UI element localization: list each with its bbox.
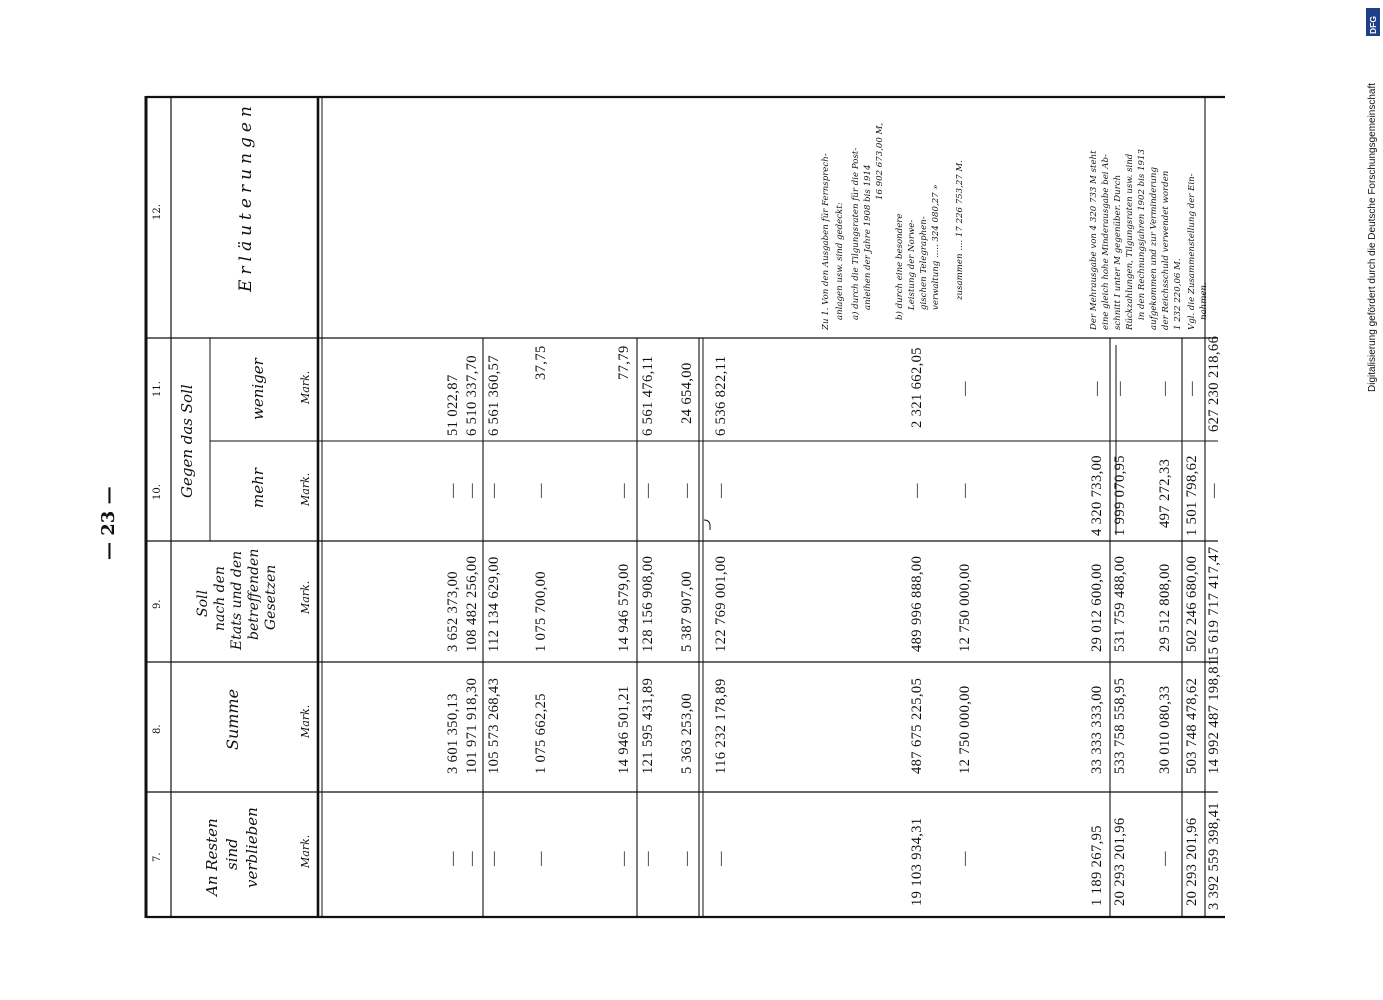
header-c10: mehr	[249, 468, 267, 508]
header-c7-line1: An Resten	[203, 818, 221, 896]
colnum-9: 9.	[152, 599, 163, 609]
c9-value: 14 946 579,00	[616, 563, 632, 652]
note1-line: anlagen usw. sind gedeckt:	[835, 202, 845, 320]
c9-value: 489 996 888,00	[909, 555, 925, 652]
c7-dash: —	[486, 851, 502, 866]
c10-dash: —	[957, 483, 973, 498]
c9-value: 502 246 680,00	[1184, 555, 1200, 652]
c7-value: 20 293 201,96	[1112, 817, 1128, 906]
note2-line: der Reichsschuld verwendet worden	[1161, 170, 1171, 330]
note2-line: eine gleich hohe Minderausgabe bei Ab-	[1101, 154, 1111, 330]
note2-line: Der Mehrausgabe von 4 320 733 M steht	[1089, 150, 1099, 330]
note1-line: verwaltung ..... 324 080,27 »	[931, 184, 941, 310]
c10-dash: —	[1206, 483, 1222, 498]
c8-value: 3 601 350,13	[445, 693, 461, 774]
c10-dash: —	[679, 483, 695, 498]
note1-line: 16 902 673,00 M,	[875, 122, 885, 200]
c11-value: 77,79	[616, 345, 632, 380]
dfg-logo: DFG	[1366, 8, 1380, 36]
c8-value: 33 333 333,00	[1089, 685, 1105, 774]
unit-c7: Mark.	[299, 834, 312, 868]
note2-line: nahmen.	[1199, 282, 1209, 320]
c10-dash: —	[713, 483, 729, 498]
c9-value: 29 012 600,00	[1089, 563, 1105, 652]
c8-value: 30 010 080,33	[1157, 685, 1173, 774]
c7-dash: —	[1157, 851, 1173, 866]
c10-dash: —	[464, 483, 480, 498]
c11-dash: —	[1184, 381, 1200, 396]
c10-dash: —	[445, 483, 461, 498]
c10-value: 1 501 798,62	[1184, 455, 1200, 536]
header-c7-line2: sind	[223, 838, 241, 870]
c11-dash: —	[1157, 381, 1173, 396]
note2-line: Vgl. die Zusammenstellung der Ein-	[1187, 173, 1197, 330]
colnum-7: 7.	[152, 852, 163, 862]
c11-dash: —	[1112, 381, 1128, 396]
c7-dash: —	[616, 851, 632, 866]
c11-value: 6 510 337,70	[464, 355, 480, 436]
unit-c9: Mark.	[299, 580, 312, 614]
c7-value: 20 293 201,96	[1184, 817, 1200, 906]
c11-dash: —	[957, 381, 973, 396]
header-c12: Erläuterungen	[236, 101, 256, 292]
c11-value: 627 230 218,66	[1206, 335, 1222, 432]
c7-dash: —	[464, 851, 480, 866]
c7-dash: —	[445, 851, 461, 866]
header-gegen-das-soll: Gegen das Soll	[178, 384, 196, 498]
c11-dash: —	[1089, 381, 1105, 396]
c7-dash: —	[679, 851, 695, 866]
c10-dash: —	[640, 483, 656, 498]
c9-value: 531 759 488,00	[1112, 555, 1128, 652]
c7-dash: —	[957, 851, 973, 866]
note1-line: anleihen der Jahre 1908 bis 1914	[863, 164, 873, 310]
c7-dash: —	[713, 851, 729, 866]
header-c11: weniger	[249, 358, 267, 420]
c9-value: 3 652 373,00	[445, 571, 461, 652]
c8-value: 14 992 487 198,81	[1206, 658, 1222, 774]
c8-value: 14 946 501,21	[616, 685, 632, 774]
header-c9-line2: nach den	[212, 566, 228, 631]
c9-value: 15 619 717 417,47	[1206, 546, 1222, 662]
c7-dash: —	[640, 851, 656, 866]
c11-value: 37,75	[533, 345, 549, 380]
note2-line: 1 232 220,06 M.	[1173, 258, 1183, 330]
c7-value: 1 189 267,95	[1089, 825, 1105, 906]
c7-value: 19 103 934,31	[909, 817, 925, 906]
c8-value: 101 971 918,30	[464, 677, 480, 774]
c10-dash: —	[533, 483, 549, 498]
header-c9-line1: Soll	[195, 590, 211, 617]
note1-line: zusammen .... 17 226 753,27 M.	[955, 159, 965, 300]
digitization-credit: Digitalisierung gefördert durch die Deutsche Forschungsgemeinschaft	[1367, 82, 1378, 392]
c11-value: 24 654,00	[679, 362, 695, 424]
note1-line: a) durch die Tilgungsraten für die Post-	[851, 147, 861, 320]
c8-value: 116 232 178,89	[713, 678, 729, 774]
c11-value: 6 561 360,57	[486, 355, 502, 436]
unit-c8: Mark.	[299, 704, 312, 738]
c8-value: 121 595 431,89	[640, 677, 656, 774]
c8-value: 12 750 000,00	[957, 685, 973, 774]
note1-line: Leistung der Norwe-	[907, 219, 917, 310]
note1-line: b) durch eine besondere	[895, 213, 905, 320]
c9-value: 112 134 629,00	[486, 556, 502, 652]
c8-value: 503 748 478,62	[1184, 677, 1200, 774]
colnum-10: 10.	[152, 484, 163, 500]
header-c9-line3: Etats und den	[229, 550, 245, 650]
header-c7-line3: verblieben	[243, 807, 261, 888]
c10-value: 4 320 733,00	[1089, 455, 1105, 536]
c9-value: 12 750 000,00	[957, 563, 973, 652]
c9-value: 29 512 808,00	[1157, 563, 1173, 652]
unit-c10: Mark.	[299, 472, 312, 506]
c9-value: 5 387 907,00	[679, 571, 695, 652]
c11-value: 6 536 822,11	[713, 355, 729, 436]
c8-value: 487 675 225,05	[909, 677, 925, 774]
c9-value: 128 156 908,00	[640, 555, 656, 652]
c8-value: 533 758 558,95	[1112, 677, 1128, 774]
c7-dash: —	[533, 851, 549, 866]
c8-value: 105 573 268,43	[486, 677, 502, 774]
colnum-11: 11.	[152, 381, 163, 397]
header-c8: Summe	[223, 688, 242, 750]
note1-line: Zu 1. Von den Ausgaben für Fernsprech-	[821, 153, 831, 330]
header-c9-line5: Gesetzen	[263, 564, 279, 630]
note2-line: Rückzahlungen, Tilgungsraten usw. sind	[1125, 153, 1135, 330]
c9-value: 122 769 001,00	[713, 555, 729, 652]
note1-line: gischen Telegraphen-	[919, 216, 929, 310]
header-c9-line4: betreffenden	[246, 548, 262, 640]
unit-c11: Mark.	[299, 370, 312, 404]
c11-value: 2 321 662,05	[909, 347, 925, 428]
c9-value: 1 075 700,00	[533, 571, 549, 652]
c11-value: 51 022,87	[445, 374, 461, 436]
note2-line: schnitt I unter M gegenüber. Durch	[1113, 174, 1123, 330]
c9-value: 108 482 256,00	[464, 555, 480, 652]
c10-dash: —	[616, 483, 632, 498]
c11-value: 6 561 476,11	[640, 355, 656, 436]
note2-line: aufgekommen und zur Verminderung	[1149, 167, 1159, 330]
colnum-8: 8.	[152, 724, 163, 734]
c8-value: 1 075 662,25	[533, 693, 549, 774]
c8-value: 5 363 253,00	[679, 693, 695, 774]
c10-value: 497 272,33	[1157, 458, 1173, 528]
page-number: — 23 —	[98, 486, 119, 560]
c10-dash: —	[486, 483, 502, 498]
colnum-12: 12.	[152, 204, 163, 220]
c7-value: 3 392 559 398,41	[1206, 802, 1222, 910]
c10-dash: —	[909, 483, 925, 498]
note2-line: in den Rechnungsjahren 1902 bis 1913	[1137, 149, 1147, 320]
c10-value: 1 999 070,95	[1112, 455, 1128, 536]
